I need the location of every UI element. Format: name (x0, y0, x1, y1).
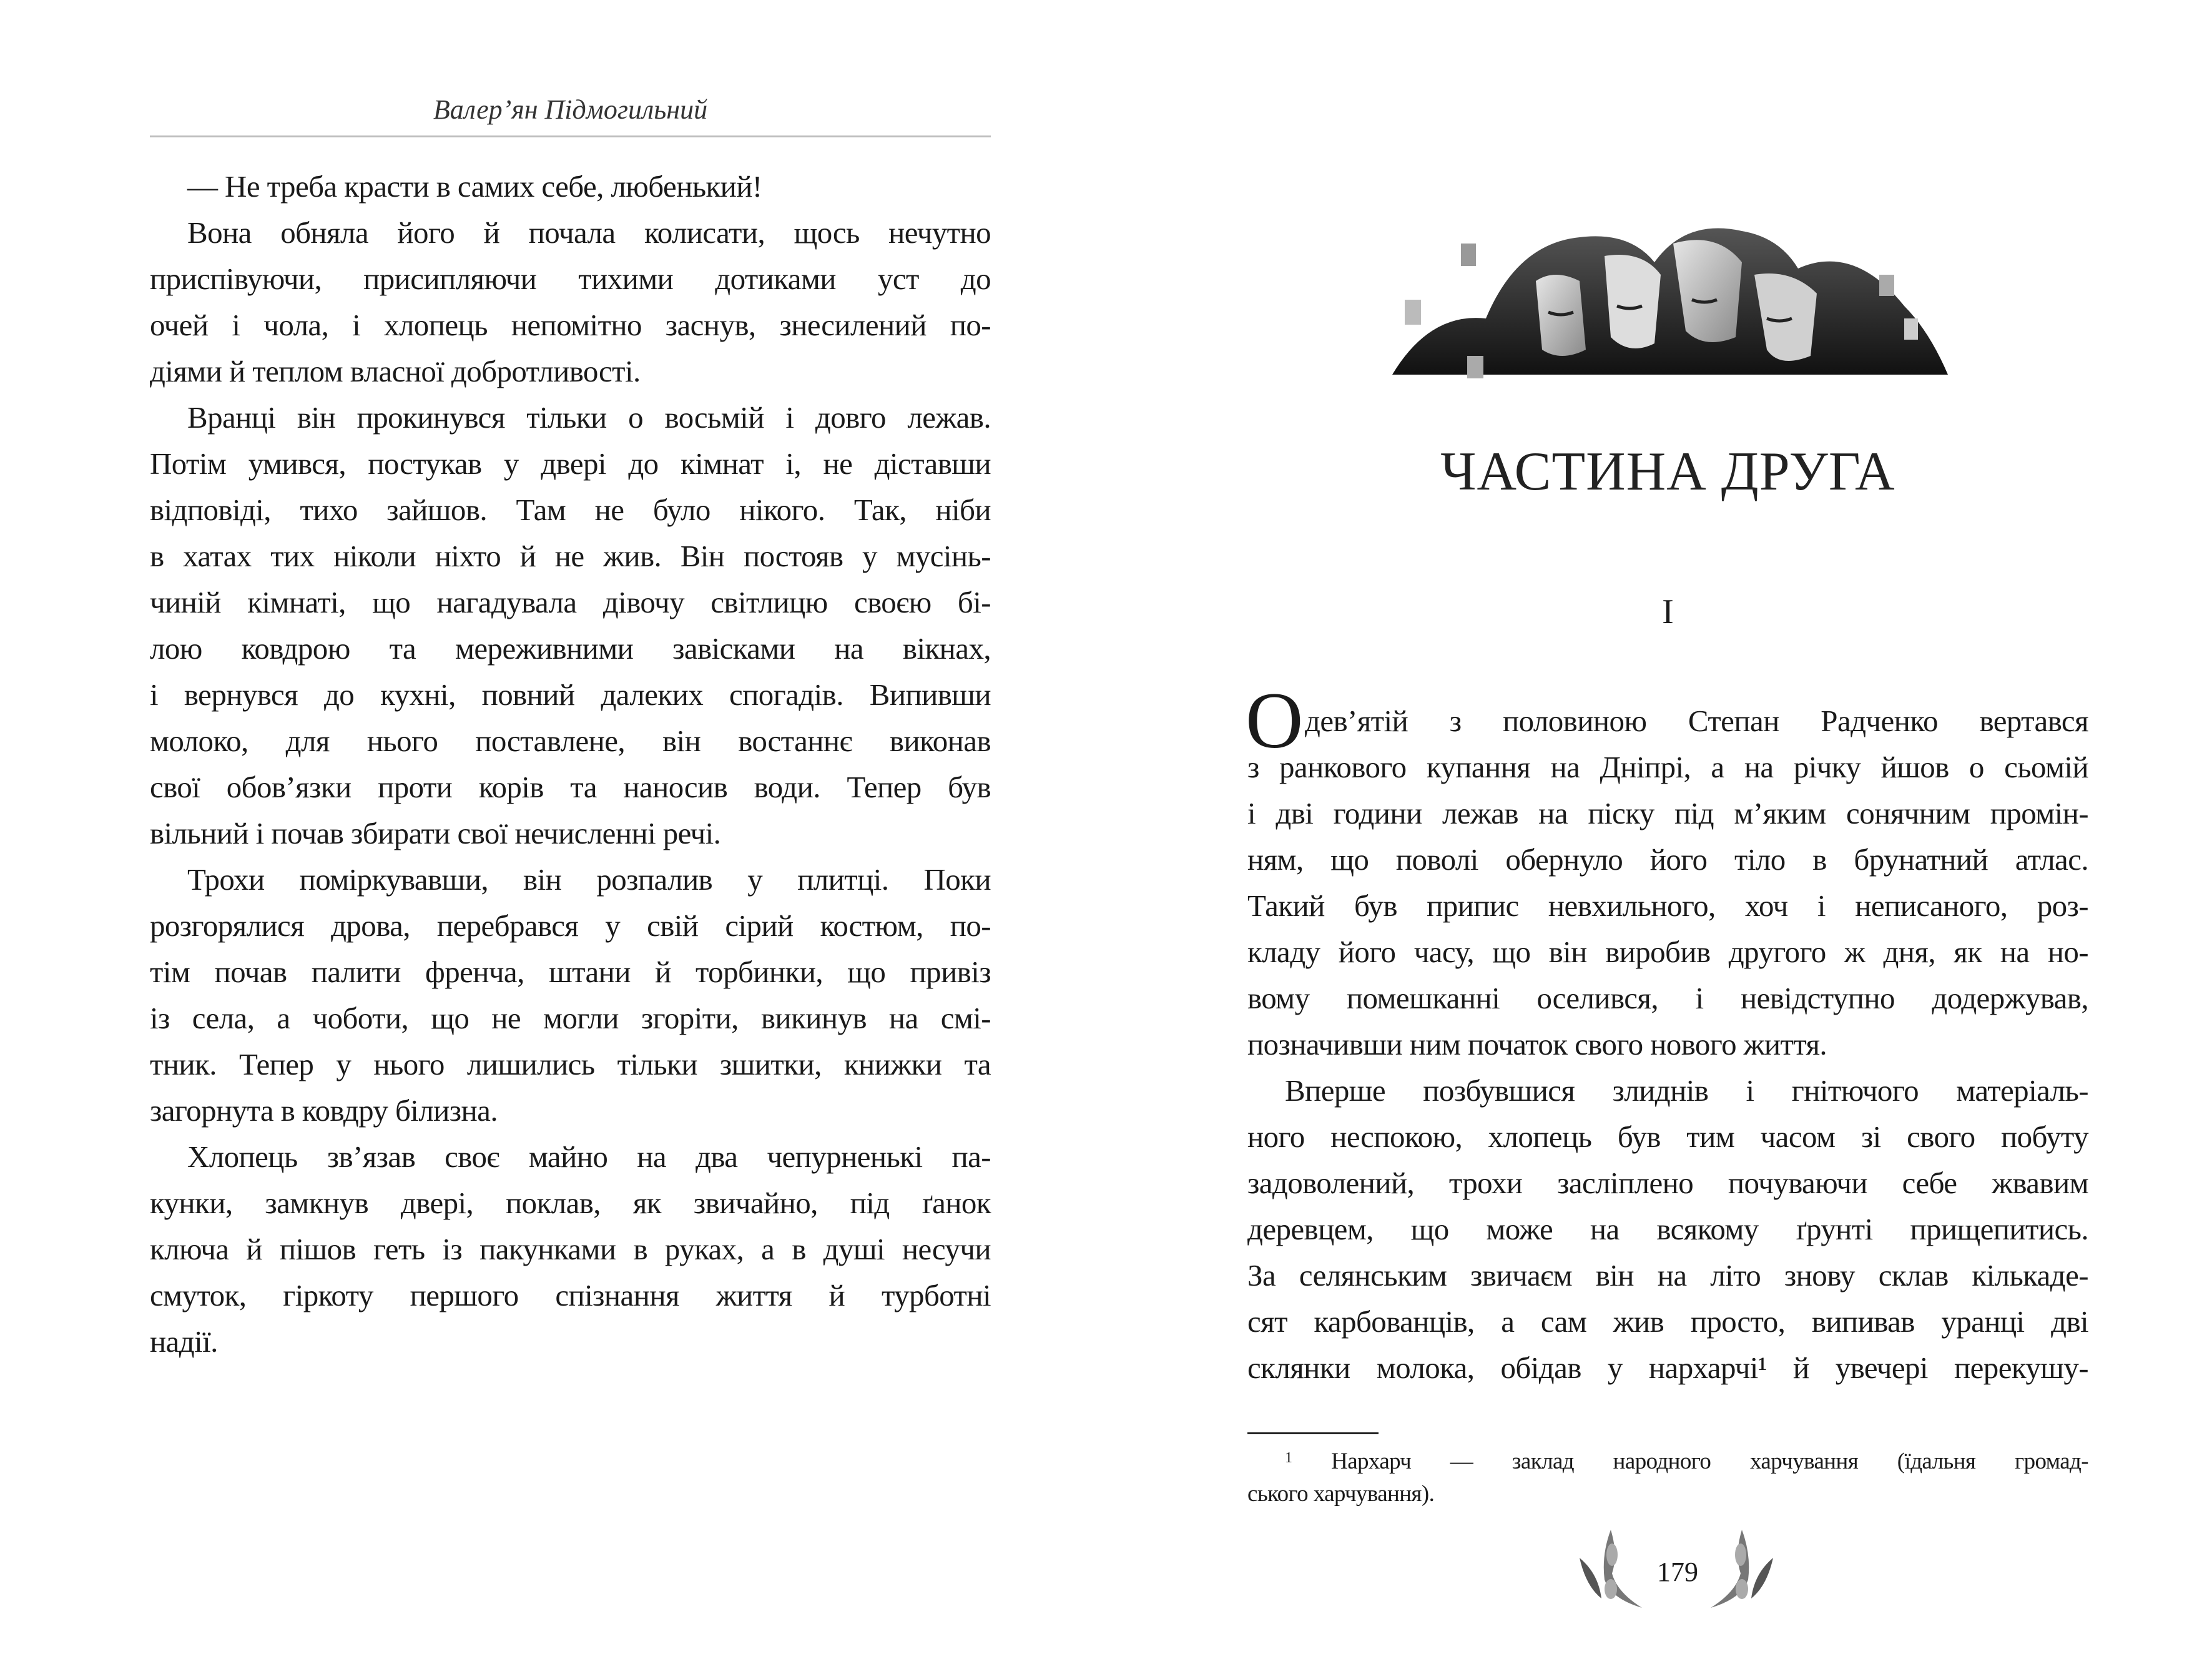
footnote (1247, 1445, 2088, 1510)
text-line: тник. Тепер у нього лишились тільки зшитки, книжки та (150, 1047, 991, 1081)
text-line: ключа й пішов геть із пакунками в руках, а в душі несучи (150, 1232, 991, 1266)
text-line: з ранкового купання на Дніпрі, а на річку йшов о сьомій (1247, 750, 2088, 784)
text-line: ного неспокою, хлопець був тим часом зі свого побуту (1247, 1120, 2088, 1154)
running-head-author: Валер’ян Підмогильний (433, 94, 708, 125)
text-line: Хлопець зв’язав своє майно на два чепурненькі па- (187, 1140, 991, 1174)
text-line: діями й теплом власної добротливості. (150, 354, 641, 388)
text-line: смуток, гіркоту першого спізнання життя й турботні (150, 1278, 991, 1312)
text-line: молоко, для нього поставлене, він востаннє виконав (150, 724, 991, 758)
text-line: відповіді, тихо зайшов. Там не було нікого. Так, ніби (150, 493, 991, 527)
section-number: I (1662, 593, 1674, 631)
text-line: і вернувся до кухні, повний далеких спогадів. Випивши (150, 677, 991, 712)
text-line: Потім умився, постукав у двері до кімнат і, не діставши (150, 446, 991, 481)
text-line: — Не треба красти в самих себе, любенький! (187, 169, 762, 204)
text-line: із села, а чоботи, що не могли згоріти, викинув на смі- (150, 1001, 991, 1035)
text-line: Вранці він прокинувся тільки о восьмій і довго лежав. (187, 400, 991, 435)
chapter-illustration-faces (1392, 206, 1948, 387)
leaf-ornament-right-icon (1704, 1530, 1773, 1611)
page-number: 179 (1657, 1557, 1698, 1587)
text-line: Вперше позбувшися злиднів і гнітючого матеріаль- (1285, 1073, 2088, 1108)
text-line: і дві години лежав на піску під м’яким сонячним промін- (1247, 796, 2088, 830)
text-line: задоволений, трохи засліплено почуваючи себе жвавим (1247, 1166, 2088, 1200)
leaf-ornament-left-icon (1580, 1530, 1648, 1611)
text-line: Такий був припис невхильного, хоч і неписаного, роз- (1247, 889, 2088, 923)
text-line: Вона обняла його й почала колисати, щось нечутно (187, 215, 991, 250)
footnote-text: Нархарч — заклад народного харчування (їдальня громад- (1331, 1449, 2088, 1474)
text-line: склянки молока, обідав у нархарчі¹ й увечері перекушу- (1247, 1351, 2088, 1385)
text-line: вільний і почав збирати свої нечисленні речі. (150, 816, 721, 850)
text-line: загорнута в ковдру білизна. (150, 1093, 498, 1128)
text-line: сят карбованців, а сам жив просто, випивав уранці дві (1247, 1304, 2088, 1339)
text-line: приспівуючи, присипляючи тихими дотиками уст до (150, 262, 991, 296)
header-rule (150, 135, 991, 137)
left-page-body (150, 164, 991, 1365)
text-line: позначивши ним початок свого нового життя. (1247, 1027, 1827, 1061)
text-line: За селянським звичаєм він на літо знову склав кількаде- (1247, 1258, 2088, 1292)
text-line: свої обов’язки проти корів та наносив води. Тепер був (150, 770, 991, 804)
footnote-line (1247, 1445, 2088, 1478)
footnote-line: ського харчування). (1247, 1481, 1435, 1507)
text-line: дев’ятій з половиною Степан Радченко вертався (1305, 704, 2088, 738)
text-line: в хатах тих ніколи ніхто й не жив. Він постояв у мусінь- (150, 539, 991, 573)
text-line: лою ковдрою та мереживними завісками на вікнах, (150, 631, 991, 666)
footnote-marker: 1 (1285, 1450, 1292, 1466)
text-line: кладу його часу, що він виробив другого ж дня, як на но- (1247, 935, 2088, 969)
drop-cap: О (1246, 676, 1304, 765)
text-line: вому помешканні оселився, і невідступно додержував, (1247, 981, 2088, 1015)
text-line: надії. (150, 1324, 218, 1359)
right-page-body (1247, 698, 2088, 1391)
text-line: Трохи поміркувавши, він розпалив у плитці. Поки (187, 862, 991, 897)
text-line: тім почав палити френча, штани й торбинки, що привіз (150, 955, 991, 989)
text-line: ням, що поволі обернуло його тіло в брунатний атлас. (1247, 842, 2088, 877)
text-line: деревцем, що може на всякому ґрунті прищепитись. (1247, 1212, 2088, 1246)
text-line: розгорялися дрова, перебрався у свій сірий костюм, по- (150, 908, 991, 943)
text-line: кунки, замкнув двері, поклав, як звичайно, під ґанок (150, 1186, 991, 1220)
text-line: очей і чола, і хлопець непомітно заснув, знесилений по- (150, 308, 991, 342)
text-line: чиній кімнаті, що нагадувала дівочу світлицю своєю бі- (150, 585, 991, 619)
chapter-title: ЧАСТИНА ДРУГА (1440, 441, 1895, 502)
footnote-rule (1247, 1432, 1379, 1434)
